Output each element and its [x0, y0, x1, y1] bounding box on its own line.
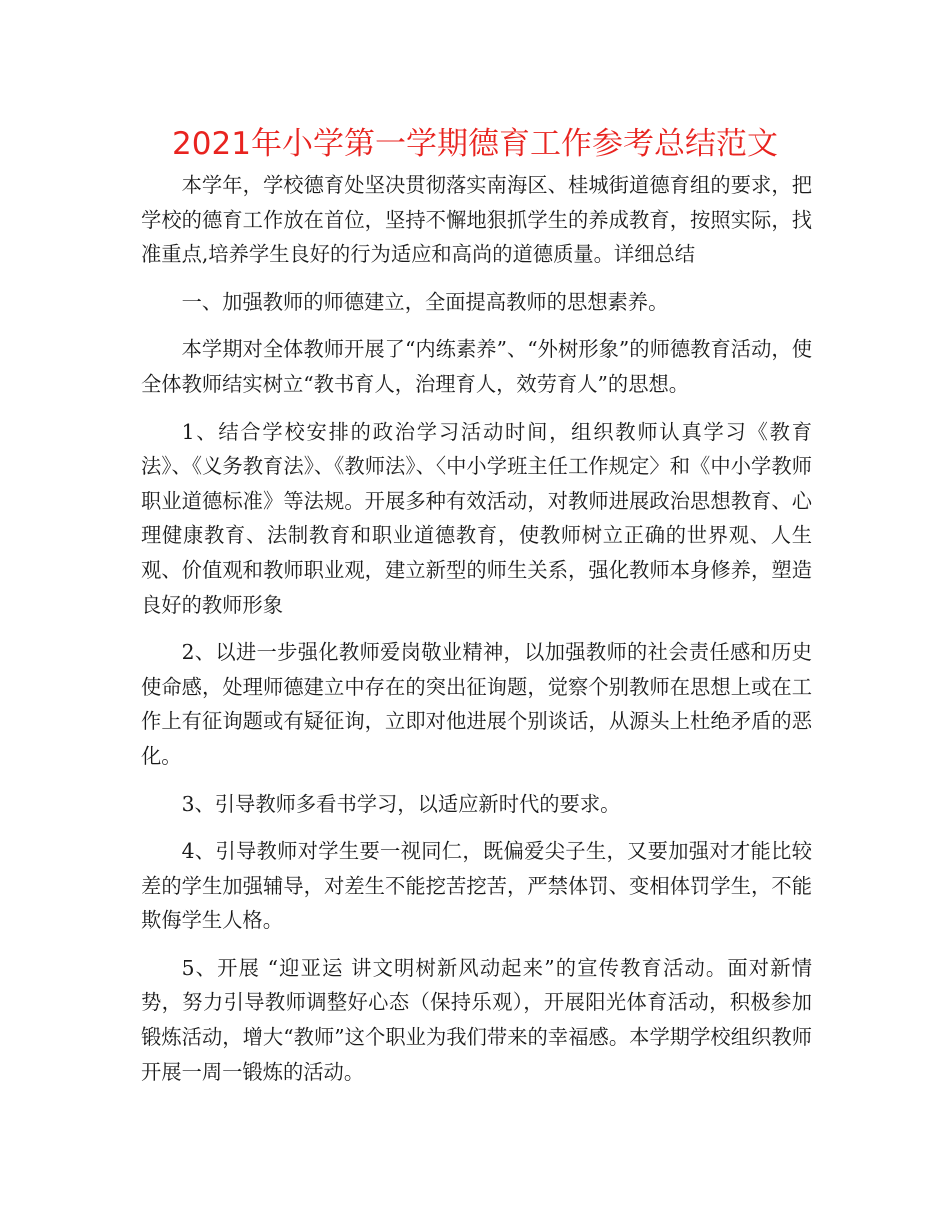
- document-title: 2021年小学第一学期德育工作参考总结范文: [172, 126, 778, 162]
- paragraph: 本学期对全体教师开展了“内练素养”、“外树形象”的师德教育活动，使全体教师结实树立“教书育人，治理育人，效劳育人”的思想。: [141, 337, 812, 396]
- paragraph-intro: 本学年，学校德育处坚决贯彻落实南海区、桂城街道德育组的要求，把学校的德育工作放在首位，坚持不懈地狠抓学生的养成教育，按照实际，找准重点,培养学生良好的行为适应和高尚的道德质量。详细总结: [141, 173, 812, 267]
- list-item-5: 5、开展 “迎亚运 讲文明树新风动起来”的宣传教育活动。面对新情势，努力引导教师调整好心态（保持乐观），开展阳光体育活动，积极参加锻炼活动，增大“教师”这个职业为我们带来的幸福感。本学期学校组织教师开展一周一锻炼的活动。: [141, 955, 812, 1084]
- section-heading-1: 一、加强教师的师德建立，全面提高教师的思想素养。: [181, 289, 669, 314]
- document-body: [141, 168, 812, 1089]
- list-item-4: 4、引导教师对学生要一视同仁，既偏爱尖子生，又要加强对才能比较差的学生加强辅导，对差生不能挖苦挖苦，严禁体罚、变相体罚学生，不能欺侮学生人格。: [141, 839, 812, 933]
- list-item-2: 2、以进一步强化教师爱岗敬业精神，以加强教师的社会责任感和历史使命感，处理师德建立中存在的突出征询题，觉察个别教师在思想上或在工作上有征询题或有疑征询，立即对他进展个别谈话，从源头上杜绝矛盾的恶化。: [141, 640, 812, 768]
- list-item-3: 3、引导教师多看书学习，以适应新时代的要求。: [181, 791, 621, 816]
- list-item-1: 1、结合学校安排的政治学习活动时间，组织教师认真学习《教育法》、《义务教育法》、《教师法》、〈中小学班主任工作规定〉和《中小学教师职业道德标准》等法规。开展多种有效活动，对教师进展政治思想教育、心理健康教育、法制教育和职业道德教育，使教师树立正确的世界观、人生观、价值观和教师职业观，建立新型的师生关系，强化教师本身修养，塑造良好的教师形象: [141, 419, 812, 617]
